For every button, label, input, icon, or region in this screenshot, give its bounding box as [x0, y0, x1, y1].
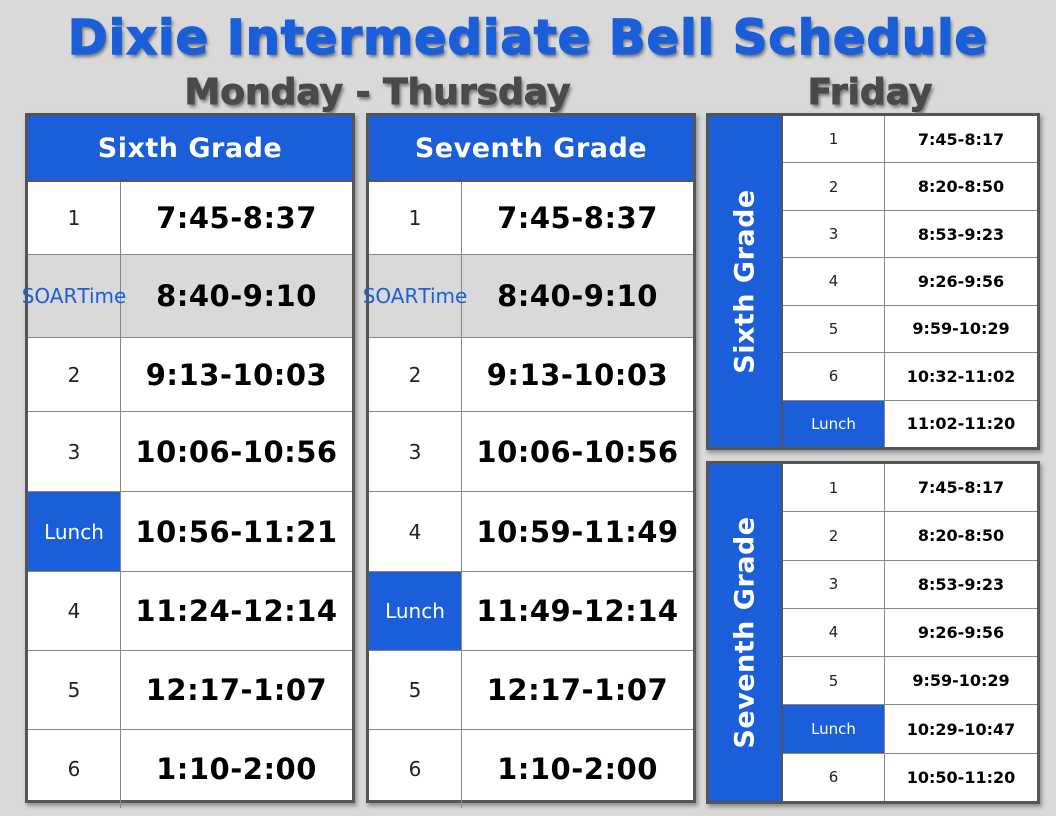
period-label: 2 — [783, 163, 885, 209]
side-header-label: Sixth Grade — [729, 189, 761, 374]
period-label-text: 6 — [408, 757, 422, 781]
table-row — [369, 492, 693, 572]
period-label — [28, 730, 121, 808]
side-header — [709, 116, 783, 447]
period-label: 6 — [783, 353, 885, 399]
period-time: 1:10-2:00 — [156, 752, 317, 786]
table-row — [369, 412, 693, 492]
table-rows — [21, 182, 352, 808]
period-label-text: 4 — [67, 599, 81, 623]
period-time: 9:59-10:29 — [912, 671, 1010, 691]
table-row — [783, 258, 1037, 305]
period-time: 8:40-9:10 — [156, 279, 317, 313]
table-row — [369, 572, 693, 651]
period-time: 7:45-8:37 — [497, 201, 658, 235]
period-label — [369, 182, 462, 254]
table-row — [362, 255, 693, 338]
table-row — [369, 730, 693, 808]
period-time: 12:17-1:07 — [486, 673, 669, 707]
period-label: 5 — [783, 657, 885, 704]
period-time: 8:20-8:50 — [917, 526, 1005, 546]
period-time: 9:13-10:03 — [145, 357, 328, 392]
period-label — [28, 412, 121, 491]
table-row — [783, 401, 1037, 447]
period-label: 1 — [783, 116, 885, 162]
period-label — [369, 492, 462, 571]
period-time: 9:26-9:56 — [917, 271, 1005, 291]
period-label — [28, 182, 121, 254]
table-row — [28, 572, 352, 651]
table-row — [783, 561, 1037, 609]
table-row — [369, 651, 693, 730]
period-time: 10:06-10:56 — [476, 434, 679, 469]
table-row — [369, 182, 693, 255]
period-label — [21, 255, 127, 337]
period-label — [28, 492, 121, 571]
table-row — [783, 754, 1037, 801]
table-row — [783, 464, 1037, 512]
period-time: 7:45-8:17 — [917, 129, 1005, 149]
period-time: 8:53-9:23 — [917, 224, 1005, 244]
table-header: Sixth Grade — [28, 116, 352, 182]
period-time: 10:06-10:56 — [135, 434, 338, 469]
table-row — [783, 306, 1037, 353]
table-row — [783, 512, 1037, 560]
period-time: 10:32-11:02 — [906, 366, 1016, 386]
period-label-text: 2 — [408, 362, 422, 387]
period-label — [28, 651, 121, 729]
period-label-text: 3 — [67, 439, 81, 464]
mon-thu-sixth-grade-table — [21, 113, 355, 803]
monday-thursday-heading: Monday - Thursday — [184, 72, 571, 113]
page-title: Dixie Intermediate Bell Schedule — [67, 10, 989, 66]
period-time: 10:29-10:47 — [906, 719, 1016, 739]
side-header — [709, 464, 783, 801]
period-label — [28, 338, 121, 411]
period-label-text: 4 — [408, 519, 422, 544]
period-label-text: Lunch — [44, 519, 104, 544]
period-label — [369, 572, 462, 650]
period-label — [362, 255, 468, 337]
table-row — [28, 730, 352, 808]
table-rows — [362, 182, 693, 808]
period-label: 4 — [783, 609, 885, 656]
table-row — [783, 353, 1037, 400]
table-header: Seventh Grade — [369, 116, 693, 182]
period-label — [369, 338, 462, 411]
table-row — [28, 338, 352, 412]
table-row — [783, 116, 1037, 163]
table-row — [369, 338, 693, 412]
period-time: 7:45-8:17 — [917, 478, 1005, 498]
period-label-text: Lunch — [385, 599, 445, 623]
period-label: Lunch — [783, 705, 885, 752]
period-time: 10:56-11:21 — [135, 514, 338, 549]
table-rows — [783, 464, 1037, 801]
period-time: 11:24-12:14 — [135, 594, 338, 628]
period-time: 12:17-1:07 — [145, 673, 328, 707]
table-row — [783, 705, 1037, 753]
table-row — [783, 211, 1037, 258]
period-time: 9:26-9:56 — [917, 622, 1005, 642]
period-label: 2 — [783, 512, 885, 559]
friday-sixth-grade-table — [706, 113, 1040, 450]
table-row — [21, 255, 352, 338]
period-label-text: 5 — [408, 678, 422, 702]
period-label — [369, 651, 462, 729]
period-time: 11:49-12:14 — [476, 594, 679, 628]
period-time: 9:13-10:03 — [486, 357, 669, 392]
period-time: 8:40-9:10 — [497, 279, 658, 313]
period-label-text-2: Time — [77, 284, 127, 308]
friday-seventh-grade-table — [706, 461, 1040, 804]
period-time: 9:59-10:29 — [912, 319, 1010, 339]
period-label-text: 1 — [408, 206, 422, 230]
table-rows — [783, 116, 1037, 447]
period-label-text: 6 — [67, 757, 81, 781]
period-label: 4 — [783, 258, 885, 304]
table-row — [28, 182, 352, 255]
period-label — [28, 572, 121, 650]
period-label-text: 5 — [67, 678, 81, 702]
table-row — [28, 412, 352, 492]
period-label: 3 — [783, 561, 885, 608]
period-label-text: 3 — [408, 439, 422, 464]
table-row — [28, 492, 352, 572]
period-time: 10:50-11:20 — [906, 767, 1016, 787]
table-row — [783, 609, 1037, 657]
period-label: Lunch — [783, 401, 885, 447]
period-label-text: 2 — [67, 362, 81, 387]
period-time: 7:45-8:37 — [156, 201, 317, 235]
period-label: 1 — [783, 464, 885, 511]
period-label-text: SOAR — [21, 284, 78, 308]
table-row — [783, 657, 1037, 705]
period-time: 8:20-8:50 — [917, 177, 1005, 197]
mon-thu-seventh-grade-table — [362, 113, 696, 803]
friday-heading: Friday — [807, 72, 933, 113]
period-label-text: 1 — [67, 206, 81, 230]
side-header-label: Seventh Grade — [729, 516, 761, 749]
period-label: 5 — [783, 306, 885, 352]
period-time: 11:02-11:20 — [906, 414, 1016, 434]
period-label: 3 — [783, 211, 885, 257]
period-label-text-2: Time — [418, 284, 468, 308]
period-label — [369, 730, 462, 808]
period-label: 6 — [783, 754, 885, 801]
table-row — [28, 651, 352, 730]
period-label — [369, 412, 462, 491]
period-time: 1:10-2:00 — [497, 752, 658, 786]
period-label-text: SOAR — [362, 284, 419, 308]
period-time: 10:59-11:49 — [476, 514, 679, 549]
period-time: 8:53-9:23 — [917, 574, 1005, 594]
table-row — [783, 163, 1037, 210]
